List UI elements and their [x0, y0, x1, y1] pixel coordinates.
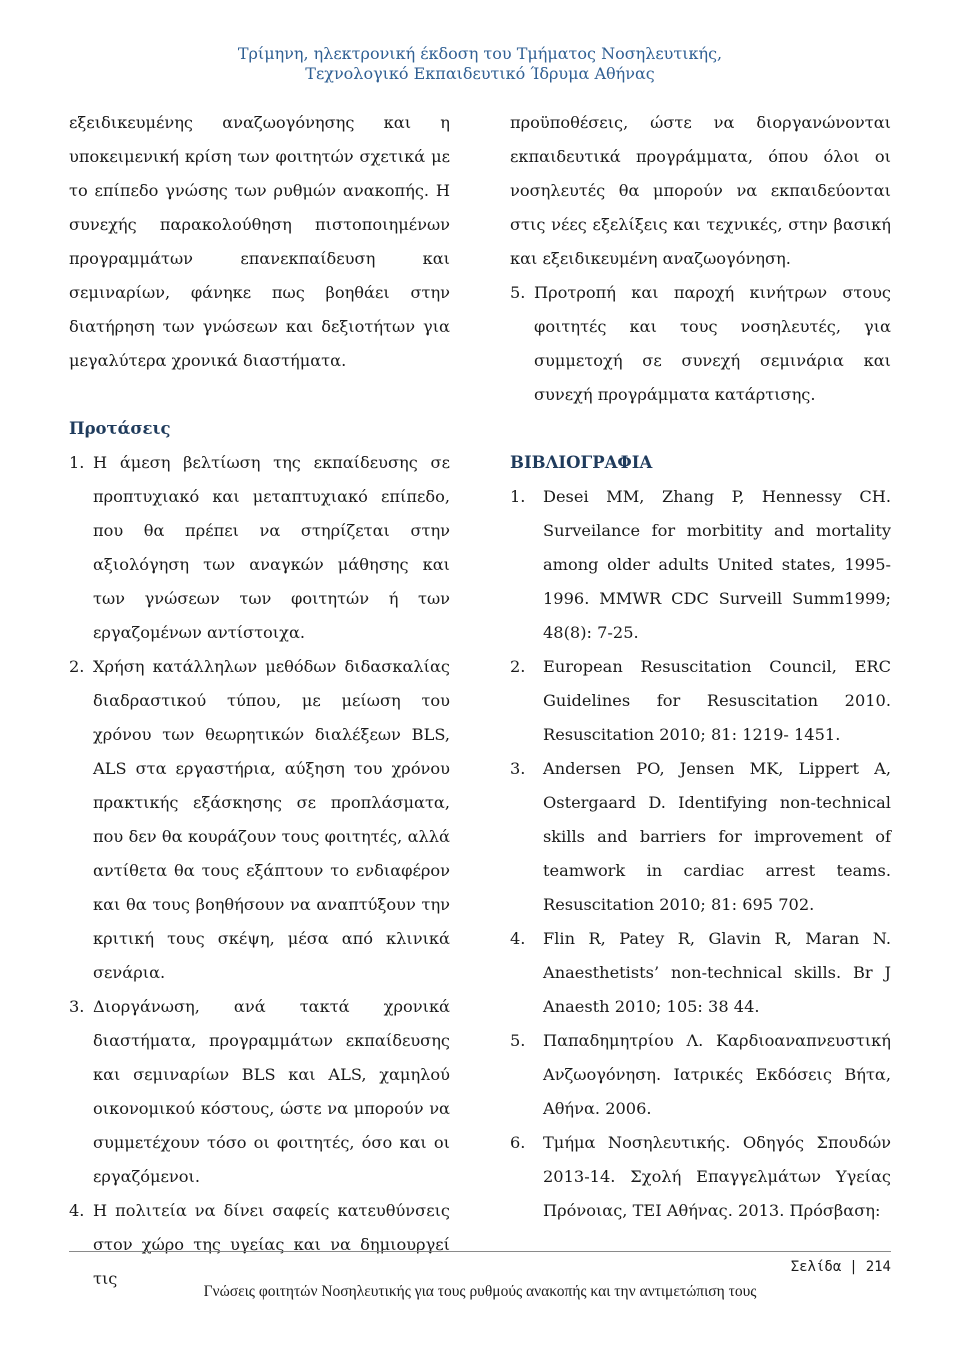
proposal-number: 2. — [69, 657, 85, 676]
reference-item-5 — [510, 1024, 891, 1126]
left-column — [69, 106, 450, 1296]
proposal-text: Διοργάνωση, ανά τακτά χρονικά διαστήματα, προγραμμάτων εκπαίδευσης και σεμιναρίων BLS και ALS, χαμηλού οικονομικού κόστους, ώστε να μπορούν να συμμετέχουν τόσο οι φοιτητές, όσο και οι εργαζόμενοι. — [93, 997, 450, 1186]
reference-text: Τμήμα Νοσηλευτικής. Οδηγός Σπουδών 2013-14. Σχολή Επαγγελμάτων Υγείας Πρόνοιας, ΤΕΙ Αθήνας. 2013. Πρόσβαση: — [543, 1133, 891, 1220]
proposal-text: Η άμεση βελτίωση της εκπαίδευσης σε προπτυχιακό και μεταπτυχιακό επίπεδο, που θα πρέπει να στηρίζεται στην αξιολόγηση των αναγκών μάθησης και των γνώσεων των φοιτητών ή των εργαζομένων αντίστοιχα. — [93, 453, 450, 642]
proposal-number: 1. — [69, 453, 85, 472]
reference-text: European Resuscitation Council, ERC Guidelines for Resuscitation 2010. Resuscitation 2010; 81: 1219- 1451. — [543, 657, 891, 744]
reference-number: 3. — [510, 759, 526, 778]
spacer — [69, 378, 450, 412]
reference-item-1 — [510, 480, 891, 650]
proposal-text: Χρήση κατάλληλων μεθόδων διδασκαλίας διαδραστικού τύπου, με μείωση του χρόνου των θεωρητικών διαλέξεων BLS, ALS στα εργαστήρια, αύξηση του χρόνου πρακτικής εξάσκησης σε προπλάσματα, που δεν θα κουράζουν τους φοιτητές, αλλά αντίθετα θα τους εξάπτουν το ενδιαφέρον και θα τους βοηθήσουν να αναπτύξουν την κριτική τους σκέψη, μέσα από κλινικά σενάρια. — [93, 657, 450, 982]
spacer — [510, 412, 891, 446]
proposal-text: Προτροπή και παροχή κινήτρων στους φοιτητές και τους νοσηλευτές, για συμμετοχή σε συνεχή σεμινάρια και συνεχή προγράμματα κατάρτισης. — [534, 283, 891, 404]
reference-text: Παπαδημητρίου Λ. Καρδιοαναπνευστική Ανζωογόνηση. Ιατρικές Εκδόσεις Βήτα, Αθήνα. 2006. — [543, 1031, 891, 1118]
proposal-item-4 — [69, 1194, 450, 1296]
proposal-item-2 — [69, 650, 450, 990]
page-separator: | — [849, 1259, 858, 1275]
right-column — [510, 106, 891, 1228]
reference-item-3 — [510, 752, 891, 922]
journal-header-line2: Τεχνολογικό Εκπαιδευτικό Ίδρυμα Αθήνας — [305, 64, 655, 83]
continuation-paragraph: προϋποθέσεις, ώστε να διοργανώνονται εκπαιδευτικά προγράμματα, όπου όλοι οι νοσηλευτές θα μπορούν να εκπαιδεύονται στις νέες εξελίξεις και τεχνικές, στην βασική και εξειδικευμένη αναζωογόνηση. — [510, 113, 891, 268]
proposals-heading: Προτάσεις — [69, 419, 171, 438]
reference-number: 1. — [510, 487, 526, 506]
page-label: Σελίδα — [790, 1259, 842, 1275]
proposal-number: 3. — [69, 997, 85, 1016]
reference-number: 5. — [510, 1031, 526, 1050]
reference-item-6 — [510, 1126, 891, 1228]
reference-text: Desei MM, Zhang P, Hennessy CH. Surveilance for morbitity and mortality among older adults United states, 1995-1996. MMWR CDC Surveill Summ1999; 48(8): 7-25. — [543, 487, 891, 642]
reference-number: 6. — [510, 1133, 526, 1152]
footer-divider — [69, 1251, 891, 1252]
proposal-item-1 — [69, 446, 450, 650]
proposal-item-5 — [510, 276, 891, 412]
proposal-number: 4. — [69, 1201, 85, 1220]
proposal-text: Η πολιτεία να δίνει σαφείς κατευθύνσεις στον χώρο της υγείας και να δημιουργεί τις — [93, 1201, 450, 1288]
reference-item-2 — [510, 650, 891, 752]
journal-header-line1: Τρίμηνη, ηλεκτρονική έκδοση του Τμήματος Νοσηλευτικής, — [237, 44, 723, 63]
page-indicator — [791, 1259, 891, 1275]
bibliography-heading: ΒΙΒΛΙΟΓΡΑΦΙΑ — [510, 453, 653, 472]
footer-title: Γνώσεις φοιτητών Νοσηλευτικής για τους ρυθμούς ανακοπής και την αντιμετώπιση τους — [203, 1283, 757, 1300]
reference-item-4 — [510, 922, 891, 1024]
proposal-number: 5. — [510, 283, 526, 302]
page-number: 214 — [865, 1259, 891, 1275]
intro-paragraph: εξειδικευμένης αναζωογόνησης και η υποκειμενική κρίση των φοιτητών σχετικά με το επίπεδο γνώσης των ρυθμών ανακοπής. Η συνεχής παρακολούθηση πιστοποιημένων προγραμμάτων επανεκπαίδευση και σεμιναρίων, φάνηκε πως βοηθάει στην διατήρηση των γνώσεων και δεξιοτήτων για μεγαλύτερα χρονικά διαστήματα. — [69, 113, 450, 370]
proposal-item-3 — [69, 990, 450, 1194]
reference-text: Andersen PO, Jensen MK, Lippert A, Ostergaard D. Identifying non-technical skills and barriers for improvement of teamwork in cardiac arrest teams. Resuscitation 2010; 81: 695 702. — [543, 759, 891, 914]
journal-header — [0, 44, 960, 84]
reference-number: 2. — [510, 657, 526, 676]
reference-text: Flin R, Patey R, Glavin R, Maran N. Anaesthetists’ non-technical skills. Br J Anaesth 2010; 105: 38 44. — [543, 929, 891, 1016]
reference-number: 4. — [510, 929, 526, 948]
